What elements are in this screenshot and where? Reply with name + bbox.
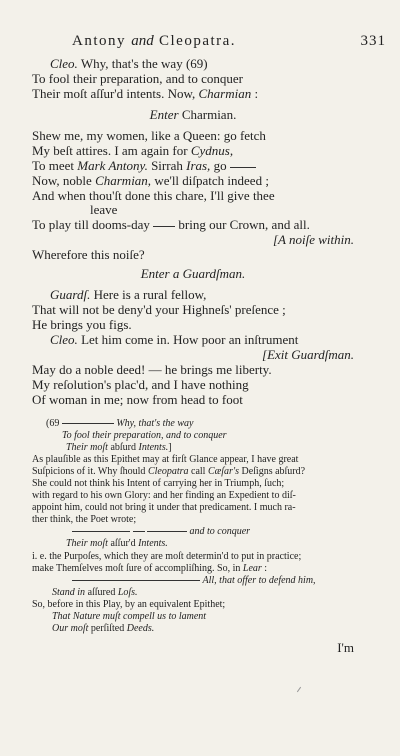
footnote-text: abſurd <box>107 442 139 453</box>
verse-line: That will not be deny'd your Highneſs' preſence ; <box>32 302 286 317</box>
dash <box>153 226 175 227</box>
footnote-line <box>32 623 376 635</box>
verse-line: And when thou'ſt done this chare, I'll give thee <box>32 188 275 203</box>
verse-line <box>32 287 372 303</box>
speech: Their moſt aſſur'd intents. Now, <box>32 86 199 101</box>
stage-direction: Enter a Guardſman. <box>140 266 246 281</box>
footnote-text: call <box>188 466 208 477</box>
footnote-line: She could not think his Intent of carrying her in Triumph, ſuch; <box>32 478 285 489</box>
footnote-line: So, before in this Play, by an equivalent Epithet; <box>32 599 226 610</box>
verse-line <box>32 86 354 102</box>
footnote-quote: Intents. <box>138 442 169 453</box>
header-title-cleopatra: Cleopatra. <box>159 33 237 49</box>
verse-line: May do a noble deed! — he brings me liberty. <box>32 362 272 377</box>
footnote-line <box>32 575 396 587</box>
name: Lear <box>242 563 262 574</box>
verse-line <box>32 217 354 233</box>
header-title-and: and <box>131 33 154 49</box>
footnote-line <box>32 418 370 430</box>
footnote-line <box>32 442 390 454</box>
verse-line <box>32 143 354 159</box>
name: Cleopatra <box>147 466 189 477</box>
speech: Now, noble <box>32 173 96 188</box>
footnote-text: Deſigns abſurd? <box>238 466 306 477</box>
footnote-line <box>32 538 390 550</box>
footnote-line: ther think, the Poet wrote; <box>32 514 137 525</box>
name: Charmian <box>198 86 252 101</box>
footnote-quote: Our moſt <box>52 623 89 634</box>
speaker: Cleo. <box>50 56 78 71</box>
running-header <box>72 33 386 50</box>
speech: Let him come in. How poor an inſtrument <box>77 332 299 347</box>
footnote-line: That Nature muſt compell us to lament <box>52 611 207 622</box>
footnote-line <box>32 466 356 478</box>
footnote-text: aſſured <box>85 587 118 598</box>
footnote-text: aſſur'd <box>107 538 139 549</box>
speech: To play till dooms-day <box>32 217 150 232</box>
verse-line: Wherefore this noiſe? <box>32 247 145 262</box>
catchword: I'm <box>337 640 354 655</box>
footnote-quote: Loſs. <box>117 587 138 598</box>
verse-line: Shew me, my women, like a Queen: go fetch <box>32 128 266 143</box>
speech: My beſt attires. I am again for <box>32 143 191 158</box>
footnote-text: make Themſelves moſt ſure of accompliſhing. So, in <box>32 563 243 574</box>
footnote-text: Suſpicions of it. Why ſhould <box>32 466 148 477</box>
name: Mark Antony. <box>77 158 148 173</box>
footnote-quote: Intents. <box>138 538 168 549</box>
footnote-text: perſiſted <box>88 623 127 634</box>
speech: Here is a rural fellow, <box>90 287 207 302</box>
page-number: 331 <box>360 33 386 49</box>
footnote-quote: Their moſt <box>66 538 108 549</box>
footnote-line <box>32 526 396 538</box>
footnote-line: As plauſible as this Epithet may at firſt Glance appear, I have great <box>32 454 299 465</box>
verse-line <box>32 173 354 189</box>
footnote-quote: Stand in <box>52 587 86 598</box>
dash <box>62 423 114 424</box>
speech: we'll diſpatch indeed ; <box>151 173 269 188</box>
sd-word: Enter <box>149 107 179 122</box>
footnote-line <box>32 587 376 599</box>
verse-line <box>32 56 372 72</box>
footnote-line <box>32 563 356 575</box>
dash <box>230 167 256 168</box>
verse-line: To fool their preparation, and to conquer <box>32 71 243 86</box>
verse-line: He brings you figs. <box>32 317 132 332</box>
dash <box>147 531 187 532</box>
paper-mark <box>297 687 301 692</box>
speaker: Guardſ. <box>50 287 91 302</box>
stage-direction <box>32 107 354 123</box>
speech: go <box>210 158 227 173</box>
verse-line: Of woman in me; now from head to foot <box>32 392 243 407</box>
name: Iras, <box>186 158 211 173</box>
footnote-line: i. e. the Purpoſes, which they are moſt determin'd to put in practice; <box>32 551 302 562</box>
verse-line-turnover: leave <box>90 202 118 217</box>
footnote-marker: (69 <box>46 418 60 429</box>
footnote-quote: Why, that's the way <box>116 418 194 429</box>
name: Cydnus, <box>190 143 234 158</box>
footnote-quote: Deeds. <box>126 623 155 634</box>
verse-line: My reſolution's plac'd, and I have nothing <box>32 377 249 392</box>
stage-direction: [Exit Guardſman. <box>262 347 354 362</box>
dash <box>133 531 145 532</box>
footnote-line: appoint him, could not bring it under that predicament. I much ra- <box>32 502 296 513</box>
speech: bring our Crown, and all. <box>175 217 310 232</box>
verse-line <box>32 332 372 348</box>
footnote-text: : <box>261 563 268 574</box>
footnote-line: with regard to his own Glory: and her finding an Expedient to diſ- <box>32 490 296 501</box>
sd-name: Charmian. <box>178 107 237 122</box>
stage-direction: [A noiſe within. <box>272 232 354 247</box>
speech: To meet <box>32 158 78 173</box>
verse-line <box>32 158 354 174</box>
speech: Sirrah <box>147 158 187 173</box>
name: Cæſar's <box>207 466 239 477</box>
speaker: Cleo. <box>50 332 78 347</box>
footnote-quote: and to conquer <box>189 526 251 537</box>
footnote-quote: Their moſt <box>66 442 108 453</box>
speech: Why, that's the way (69) <box>77 56 208 71</box>
name: Charmian, <box>95 173 152 188</box>
footnote-line: To fool their preparation, and to conquer <box>62 430 227 441</box>
footnote-quote: All, that offer to defend him, <box>202 575 316 586</box>
dash <box>72 531 130 532</box>
footnote-text: ] <box>168 442 172 453</box>
dash <box>72 580 200 581</box>
header-title-antony: Antony <box>72 33 126 49</box>
speech: : <box>251 86 259 101</box>
